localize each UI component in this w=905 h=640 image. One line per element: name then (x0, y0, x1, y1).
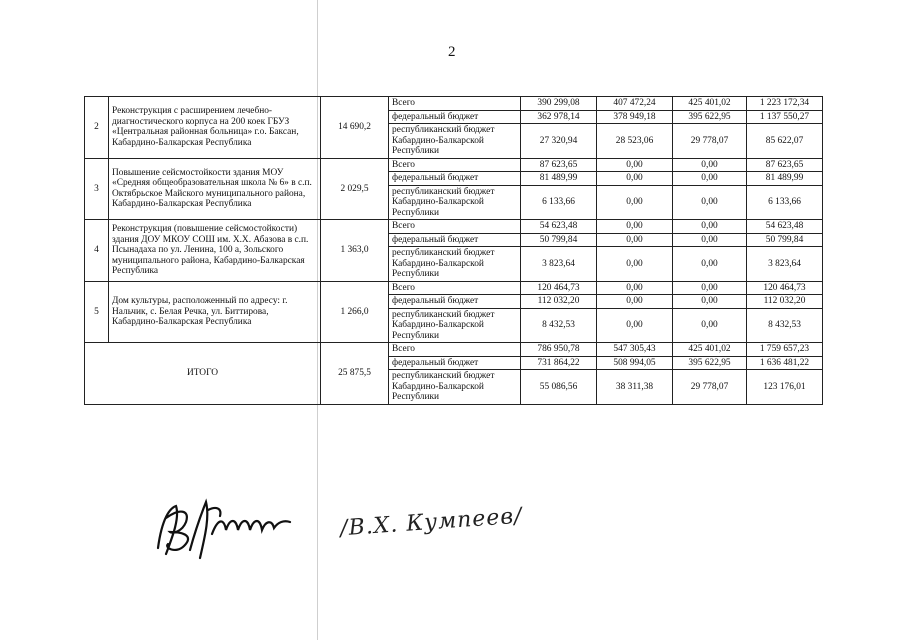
value-year-3: 0,00 (673, 233, 747, 247)
value-year-2: 0,00 (597, 295, 673, 309)
source-label: Всего (389, 281, 521, 295)
value-year-3: 29 778,07 (673, 370, 747, 405)
value-year-1: 112 032,20 (521, 295, 597, 309)
value-year-3: 29 778,07 (673, 124, 747, 159)
value-year-1: 87 623,65 (521, 158, 597, 172)
value-year-1: 55 086,56 (521, 370, 597, 405)
object-capacity: 2 029,5 (321, 158, 389, 220)
value-year-3: 395 622,95 (673, 356, 747, 370)
total-row (85, 343, 823, 357)
source-label: федеральный бюджет (389, 233, 521, 247)
value-year-3: 0,00 (673, 158, 747, 172)
value-year-1: 81 489,99 (521, 172, 597, 186)
value-total: 123 176,01 (747, 370, 823, 405)
source-label: Всего (389, 158, 521, 172)
value-year-1: 6 133,66 (521, 185, 597, 220)
value-year-1: 8 432,53 (521, 308, 597, 343)
object-name: Дом культуры, расположенный по адресу: г. Нальчик, с. Белая Речка, ул. Биттирова, Кабардино-Балкарская Республика (109, 281, 321, 343)
value-year-1: 27 320,94 (521, 124, 597, 159)
value-total: 50 799,84 (747, 233, 823, 247)
signer-name: /В.Х. Кумпеев/ (339, 503, 524, 542)
value-total: 1 137 550,27 (747, 110, 823, 124)
table-row (85, 158, 823, 172)
value-year-2: 0,00 (597, 247, 673, 282)
handwritten-signature (150, 488, 320, 568)
value-year-3: 0,00 (673, 172, 747, 186)
value-year-3: 0,00 (673, 247, 747, 282)
value-total: 81 489,99 (747, 172, 823, 186)
object-capacity: 1 363,0 (321, 220, 389, 282)
value-year-2: 0,00 (597, 308, 673, 343)
value-year-1: 362 978,14 (521, 110, 597, 124)
value-total: 120 464,73 (747, 281, 823, 295)
row-number: 5 (85, 281, 109, 343)
value-year-3: 425 401,02 (673, 343, 747, 357)
value-year-2: 547 305,43 (597, 343, 673, 357)
source-label: федеральный бюджет (389, 172, 521, 186)
source-label: Всего (389, 343, 521, 357)
row-number: 2 (85, 97, 109, 159)
source-label: республиканский бюджет Кабардино-Балкарской Республики (389, 247, 521, 282)
value-year-3: 0,00 (673, 295, 747, 309)
value-total: 1 759 657,23 (747, 343, 823, 357)
value-total: 1 636 481,22 (747, 356, 823, 370)
value-year-3: 425 401,02 (673, 97, 747, 111)
value-year-1: 120 464,73 (521, 281, 597, 295)
value-total: 3 823,64 (747, 247, 823, 282)
source-label: республиканский бюджет Кабардино-Балкарской Республики (389, 370, 521, 405)
table-row (85, 281, 823, 295)
value-year-3: 0,00 (673, 185, 747, 220)
object-name: Реконструкция (повышение сейсмостойкости) здания ДОУ МКОУ СОШ им. Х.Х. Абазова в с.п. Псынадаха по ул. Ленина, 100 а, Зольского муниципального района, Кабардино-Балкарская Республика (109, 220, 321, 282)
table-row (85, 97, 823, 111)
value-year-2: 0,00 (597, 220, 673, 234)
object-name: Реконструкция с расширением лечебно-диагностического корпуса на 200 коек ГБУЗ «Центральная районная больница» г.о. Баксан, Кабардино-Балкарская Республика (109, 97, 321, 159)
value-year-1: 731 864,22 (521, 356, 597, 370)
object-capacity: 14 690,2 (321, 97, 389, 159)
source-label: республиканский бюджет Кабардино-Балкарской Республики (389, 185, 521, 220)
source-label: республиканский бюджет Кабардино-Балкарской Республики (389, 308, 521, 343)
value-total: 54 623,48 (747, 220, 823, 234)
object-name: Повышение сейсмостойкости здания МОУ «Средняя общеобразовательная школа № 6» в с.п. Октябрьское Майского муниципального района, Кабардино-Балкарская Республика (109, 158, 321, 220)
table-row (85, 220, 823, 234)
source-label: федеральный бюджет (389, 356, 521, 370)
value-year-1: 50 799,84 (521, 233, 597, 247)
value-year-3: 395 622,95 (673, 110, 747, 124)
value-year-1: 3 823,64 (521, 247, 597, 282)
source-label: федеральный бюджет (389, 110, 521, 124)
value-year-2: 378 949,18 (597, 110, 673, 124)
object-capacity: 1 266,0 (321, 281, 389, 343)
value-year-2: 38 311,38 (597, 370, 673, 405)
value-year-1: 786 950,78 (521, 343, 597, 357)
value-year-2: 0,00 (597, 158, 673, 172)
value-year-3: 0,00 (673, 220, 747, 234)
value-year-3: 0,00 (673, 308, 747, 343)
value-total: 8 432,53 (747, 308, 823, 343)
value-year-2: 407 472,24 (597, 97, 673, 111)
value-year-3: 0,00 (673, 281, 747, 295)
value-total: 112 032,20 (747, 295, 823, 309)
value-year-2: 0,00 (597, 233, 673, 247)
value-year-1: 390 299,08 (521, 97, 597, 111)
source-label: Всего (389, 220, 521, 234)
value-year-2: 28 523,06 (597, 124, 673, 159)
value-total: 85 622,07 (747, 124, 823, 159)
total-label: ИТОГО (85, 343, 321, 405)
value-total: 87 623,65 (747, 158, 823, 172)
value-total: 1 223 172,34 (747, 97, 823, 111)
value-year-2: 0,00 (597, 172, 673, 186)
total-capacity: 25 875,5 (321, 343, 389, 405)
page-number: 2 (448, 44, 456, 60)
source-label: республиканский бюджет Кабардино-Балкарской Республики (389, 124, 521, 159)
value-year-1: 54 623,48 (521, 220, 597, 234)
value-year-2: 508 994,05 (597, 356, 673, 370)
source-label: Всего (389, 97, 521, 111)
funding-table (84, 96, 823, 405)
row-number: 4 (85, 220, 109, 282)
value-total: 6 133,66 (747, 185, 823, 220)
value-year-2: 0,00 (597, 185, 673, 220)
value-year-2: 0,00 (597, 281, 673, 295)
row-number: 3 (85, 158, 109, 220)
source-label: федеральный бюджет (389, 295, 521, 309)
